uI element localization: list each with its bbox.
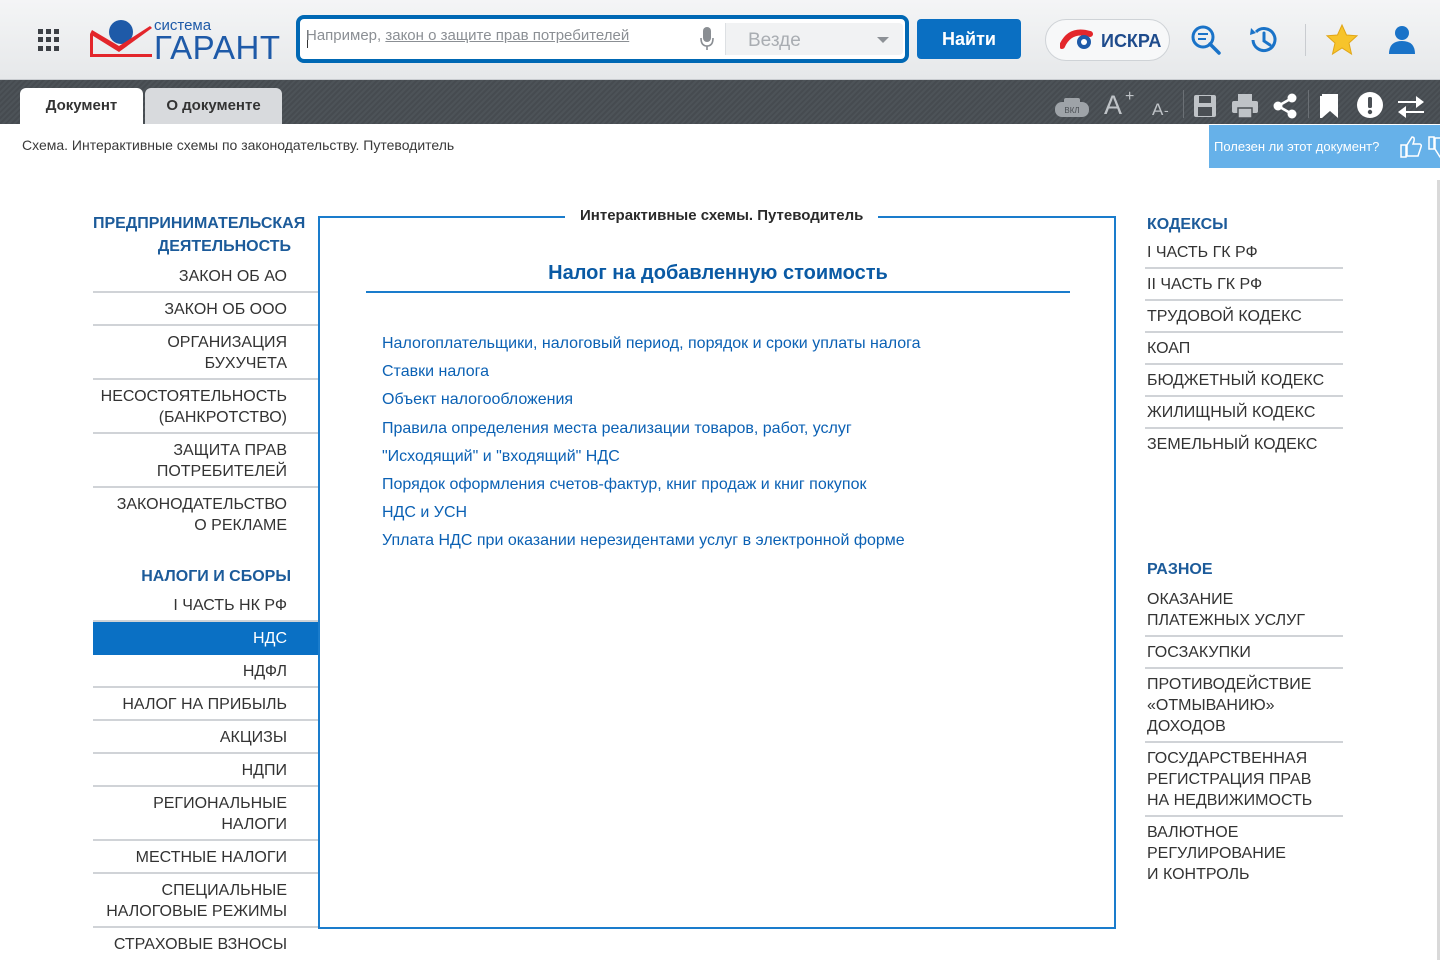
left-navigation [93,212,319,959]
nav-item-llc-law[interactable]: ЗАКОН ОБ ООО [93,293,319,326]
nav-item-excises[interactable]: АКЦИЗЫ [93,721,319,754]
nav-item-budget-code[interactable]: БЮДЖЕТНЫЙ КОДЕКС [1145,365,1343,397]
topic-link-taxable-object[interactable]: Объект налогообложения [382,391,574,409]
history-icon[interactable] [1247,23,1281,57]
guide-panel [318,207,1116,929]
iskra-button[interactable] [1045,19,1170,61]
nav-item-civil-code-part2[interactable]: II ЧАСТЬ ГК РФ [1145,269,1343,301]
topic-link-nonresident-services[interactable]: Уплата НДС при оказании нерезидентами услуг в электронной форме [382,532,905,550]
topic-link-output-input-vat[interactable]: "Исходящий" и "входящий" НДС [382,447,620,465]
thumbs-up-icon[interactable] [1399,135,1423,159]
nav-item-labor-code[interactable]: ТРУДОВОЙ КОДЕКС [1145,301,1343,333]
nav-item-public-procurement[interactable]: ГОСЗАКУПКИ [1145,637,1343,669]
save-icon[interactable] [1192,91,1218,121]
right-navigation-codes [1145,213,1343,459]
share-icon[interactable] [1272,91,1298,121]
smart-search-icon[interactable] [1189,23,1223,57]
svg-text:A: A [1104,90,1123,118]
page-title: Налог на добавленную стоимость [366,262,1070,293]
nav-item-anti-money-laundering[interactable]: ПРОТИВОДЕЙСТВИЕ «ОТМЫВАНИЮ» ДОХОДОВ [1145,669,1343,743]
nav-item-special-regimes[interactable]: СПЕЦИАЛЬНЫЕ НАЛОГОВЫЕ РЕЖИМЫ [93,874,319,928]
topic-link-invoices[interactable]: Порядок оформления счетов-фактур, книг продаж и книг покупок [382,476,867,494]
voice-toggle-icon[interactable] [1054,93,1090,123]
nav-item-accounting[interactable]: ОРГАНИЗАЦИЯ БУХУЧЕТА [93,326,319,380]
nav-item-mineral-tax[interactable]: НДПИ [93,754,319,787]
section-title-taxes: НАЛОГИ И СБОРЫ [141,568,291,585]
toolbar-divider [1308,90,1309,118]
tab-about-document[interactable]: О документе [145,88,282,124]
feedback-question: Полезен ли этот документ? [1214,139,1380,154]
apps-grid-icon[interactable] [38,29,60,51]
topic-link-rates[interactable]: Ставки налога [382,363,490,381]
thumbs-down-icon[interactable] [1427,135,1440,159]
svg-text:-: - [1164,102,1169,118]
topic-link-taxpayers[interactable]: Налогоплательщики, налоговый период, порядок и сроки уплаты налога [382,335,921,352]
logo-subtitle: система [154,17,212,34]
compare-icon[interactable] [1396,91,1426,121]
section-title-misc: РАЗНОЕ [1147,561,1213,578]
svg-text:ВКЛ: ВКЛ [1064,106,1080,115]
nav-item-regional-taxes[interactable]: РЕГИОНАЛЬНЫЕ НАЛОГИ [93,787,319,841]
nav-item-consumer-rights[interactable]: ЗАЩИТА ПРАВ ПОТРЕБИТЕЛЕЙ [93,434,319,488]
nav-item-land-code[interactable]: ЗЕМЕЛЬНЫЙ КОДЕКС [1147,436,1318,453]
tab-document[interactable]: Документ [20,88,143,124]
garant-logo[interactable] [88,16,281,66]
topic-link-place-of-supply[interactable]: Правила определения места реализации товаров, работ, услуг [382,419,852,437]
nav-item-local-taxes[interactable]: МЕСТНЫЕ НАЛОГИ [93,841,319,874]
nav-item-tax-code-part1[interactable]: I ЧАСТЬ НК РФ [93,589,319,622]
microphone-icon[interactable] [700,27,714,51]
nav-item-civil-code-part1[interactable]: I ЧАСТЬ ГК РФ [1145,237,1343,269]
document-tabstrip [0,80,1440,124]
favorites-star-icon[interactable] [1325,23,1359,57]
nav-item-insurance-contributions[interactable]: СТРАХОВЫЕ ВЗНОСЫ [113,936,287,953]
nav-item-profit-tax[interactable]: НАЛОГ НА ПРИБЫЛЬ [93,688,319,721]
topic-link-vat-simplified[interactable]: НДС и УСН [382,504,468,522]
print-icon[interactable] [1231,91,1259,121]
user-icon[interactable] [1385,23,1419,57]
search-box[interactable] [296,15,909,63]
breadcrumb: Схема. Интерактивные схемы по законодательству. Путеводитель [22,137,455,153]
nav-item-advertising-law[interactable]: ЗАКОНОДАТЕЛЬСТВО О РЕКЛАМЕ [116,496,287,534]
nav-item-property-registration[interactable]: ГОСУДАРСТВЕННАЯ РЕГИСТРАЦИЯ ПРАВ НА НЕДВИЖИМОСТЬ [1145,743,1343,817]
nav-item-payment-services[interactable]: ОКАЗАНИЕ ПЛАТЕЖНЫХ УСЛУГ [1145,584,1343,637]
warning-icon[interactable] [1356,90,1384,120]
feedback-panel [1209,125,1440,168]
iskra-logo-icon [1060,28,1096,52]
font-decrease-icon[interactable] [1150,88,1176,118]
find-button[interactable]: Найти [917,19,1021,59]
right-navigation-misc [1145,558,1343,889]
search-placeholder-example-link[interactable]: закон о защите прав потребителей [385,27,630,44]
nav-item-personal-income-tax[interactable]: НДФЛ [93,655,319,688]
font-increase-icon[interactable] [1103,88,1139,118]
section-title-business: ПРЕДПРИНИМАТЕЛЬСКАЯ ДЕЯТЕЛЬНОСТЬ [93,215,306,255]
nav-item-housing-code[interactable]: ЖИЛИЩНЫЙ КОДЕКС [1145,397,1343,429]
panel-legend: Интерактивные схемы. Путеводитель [565,207,878,224]
nav-item-bankruptcy[interactable]: НЕСОСТОЯТЕЛЬНОСТЬ (БАНКРОТСТВО) [93,380,319,434]
section-title-codes: КОДЕКСЫ [1147,216,1228,233]
nav-item-currency-regulation[interactable]: ВАЛЮТНОЕ РЕГУЛИРОВАНИЕ И КОНТРОЛЬ [1147,824,1286,883]
iskra-label: ИСКРА [1101,31,1162,51]
top-header [0,0,1440,80]
search-scope-value: Везде [748,30,801,51]
nav-item-vat[interactable]: НДС [93,622,319,655]
nav-item-joint-stock-law[interactable]: ЗАКОН ОБ АО [93,260,319,293]
chevron-down-icon [877,37,889,43]
bookmark-icon[interactable] [1319,91,1341,121]
garant-logo-mark-icon [88,18,154,64]
toolbar-divider [1183,90,1184,118]
header-divider [1305,24,1306,56]
svg-text:A: A [1152,100,1164,118]
topic-links [382,330,921,556]
logo-title: ГАРАНТ [154,29,281,66]
nav-item-koap[interactable]: КОАП [1145,333,1343,365]
svg-text:+: + [1125,88,1135,105]
search-input[interactable] [306,27,696,51]
search-scope-select[interactable] [725,23,903,55]
search-placeholder-prefix: Например, [306,27,386,44]
